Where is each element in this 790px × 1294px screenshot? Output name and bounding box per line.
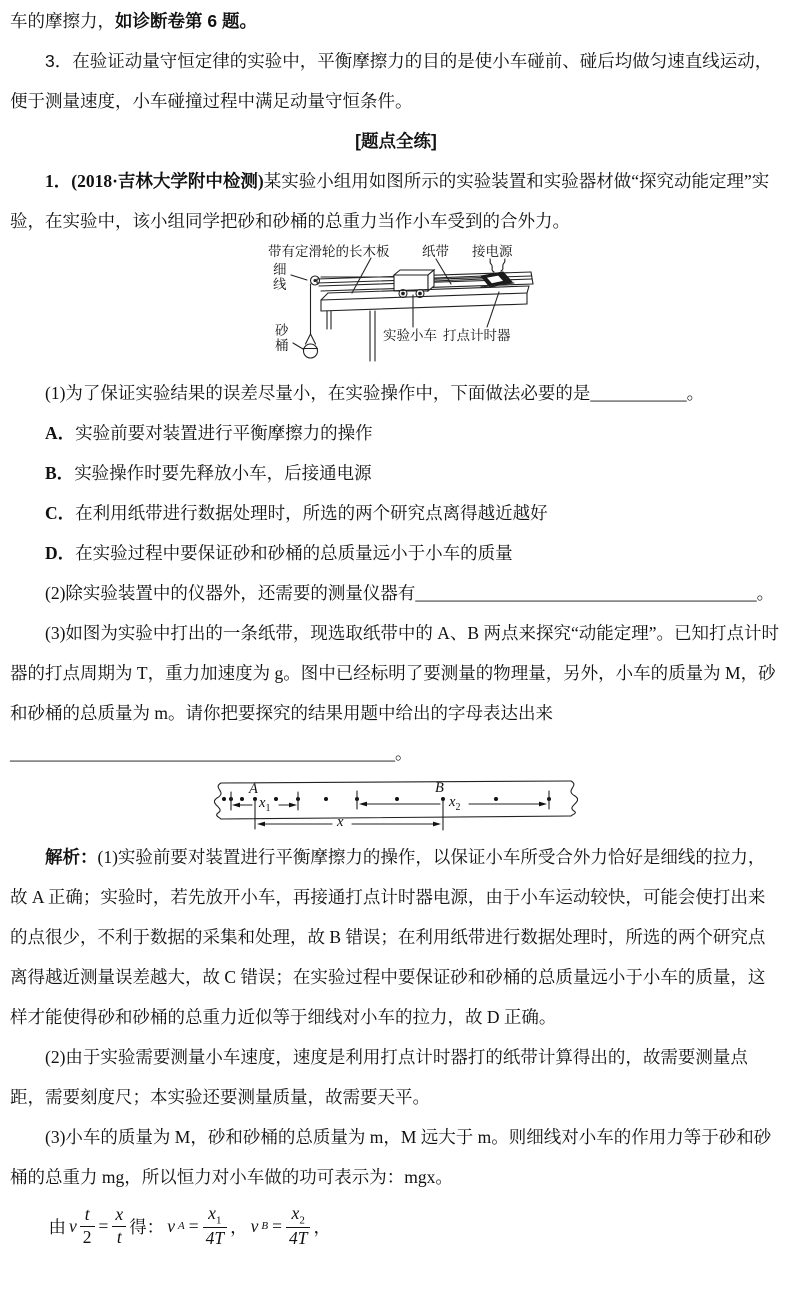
apparatus-label-bucket: 砂桶 — [275, 323, 289, 354]
apparatus-label-cart: 实验小车 — [383, 328, 437, 343]
tape-label-point-a: A — [249, 781, 258, 797]
solution-paragraph-1 — [10, 837, 782, 1037]
formula-frac-t2: $\frac{t}{2}$ — [80, 1205, 95, 1247]
apparatus-figure — [231, 244, 561, 373]
intro-paragraph — [10, 1, 782, 41]
question-number: 1． — [45, 171, 72, 191]
sub-question-3-blank: ____________________________________________。 — [10, 743, 413, 763]
tape-label-x2: $x_2$ — [449, 794, 461, 813]
option-c-label: C． — [45, 503, 76, 523]
formula-frac-x1-4t: $\frac{x_1}{4T}$ — [203, 1204, 227, 1249]
question-source: (2018·吉林大学附中检测) — [71, 171, 264, 191]
option-b-text: 实验操作时要先释放小车，后接通电源 — [74, 463, 372, 483]
point3-paragraph: 3．在验证动量守恒定律的实验中，平衡摩擦力的目的是使小车碰前、碰后均做匀速直线运动，便于测量速度，小车碰撞过程中满足动量守恒条件。 — [10, 51, 773, 111]
sub-question-1: (1)为了保证实验结果的误差尽量小，在实验操作中，下面做法必要的是___________。 — [45, 383, 705, 403]
intro-reference-bold: 如诊断卷第 6 题。 — [115, 11, 257, 31]
question-stem — [10, 161, 782, 241]
solution-text-1: (1)实验前要对装置进行平衡摩擦力的操作，以保证小车所受合外力恰好是细线的拉力，故 A 正确；实验时，若先放开小车，再接通打点计时器电源，由于小车运动较快，可能会使打出来的点很少，不利于数据的采集和处理，故 B 错误；在利用纸带进行数据处理时，所选的两个研究点离得越近测量误差越大，故 C 错误；在实验过程中要保证砂和砂桶的总质量远小于小车的质量，这样才能使得砂和砂桶的总重力近似等于细线对小车的拉力，故 D 正确。 — [10, 847, 766, 1027]
formula-equals-3: = — [272, 1215, 282, 1236]
sub-question-2: (2)除实验装置中的仪器外，还需要的测量仪器有_______________________________________。 — [45, 583, 775, 603]
option-d-text: 在实验过程中要保证砂和砂桶的总质量远小于小车的质量 — [75, 543, 513, 563]
formula-vb-sub: B — [261, 1220, 269, 1232]
option-a-label: A． — [45, 423, 76, 443]
formula-lead: 由 — [48, 1216, 66, 1237]
formula-equals-1: = — [98, 1215, 109, 1236]
sub-question-3-text: (3)如图为实验中打出的一条纸带，现选取纸带中的 A、B 两点来探究“动能定理”。已知打点计时器的打点周期为 T，重力加速度为 g。图中已经标明了要测量的物理量，另外，小车的质量为 M，砂和砂桶的总质量为 m。请你把要探究的结果用题中给出的字母表达出来 — [10, 623, 779, 723]
formula-va-sub: A — [177, 1220, 185, 1232]
formula-vb: v — [250, 1215, 259, 1236]
apparatus-label-string: 细线 — [273, 262, 287, 293]
intro-text: 车的摩擦力， — [10, 11, 115, 31]
formula-derive: 得： — [129, 1216, 165, 1237]
formula-equals-2: = — [188, 1215, 199, 1236]
option-b-label: B． — [45, 463, 75, 483]
tape-label-point-b: B — [435, 780, 444, 796]
apparatus-label-timer: 打点计时器 — [443, 328, 511, 343]
formula-frac-x2-4t: $\frac{x_2}{4T}$ — [286, 1204, 310, 1249]
solution-label: 解析： — [45, 847, 98, 867]
formula-va: v — [167, 1215, 175, 1236]
apparatus-label-tape: 纸带 — [422, 244, 449, 259]
solution-formula — [49, 1197, 783, 1255]
tape-label-x1: $x_1$ — [259, 795, 271, 814]
question-stem-text: 某实验小组用如图所示的实验装置和实验器材做“探究动能定理”实验，在实验中，该小组同学把砂和砂桶的总重力当作小车受到的合外力。 — [10, 171, 770, 231]
option-a-text: 实验前要对装置进行平衡摩擦力的操作 — [75, 423, 373, 443]
formula-comma-2: ， — [313, 1216, 331, 1237]
option-a — [10, 413, 782, 453]
option-c-text: 在利用纸带进行数据处理时，所选的两个研究点离得越近越好 — [75, 503, 548, 523]
sub-question-3 — [10, 613, 782, 773]
section-header: [题点全练] — [355, 131, 437, 151]
formula-v: v — [69, 1215, 77, 1236]
option-d-label: D． — [45, 543, 76, 563]
apparatus-label-power: 接电源 — [472, 244, 513, 259]
tape-label-x-total: x — [337, 814, 344, 830]
apparatus-label-board: 带有定滑轮的长木板 — [268, 244, 390, 259]
option-c — [10, 493, 782, 533]
solution-paragraph-2: (2)由于实验需要测量小车速度，速度是利用打点计时器打的纸带计算得出的，故需要测量点距，需要刻度尺；本实验还要测量质量，故需要天平。 — [10, 1047, 748, 1107]
solution-paragraph-3: (3)小车的质量为 M，砂和砂桶的总质量为 m，M 远大于 m。则细线对小车的作用力等于砂和砂桶的总重力 mg，所以恒力对小车做的功可表示为：mgx。 — [10, 1127, 772, 1187]
formula-frac-xt: $\frac{x}{t}$ — [112, 1205, 126, 1247]
formula-comma-1: ， — [230, 1216, 248, 1237]
option-b — [10, 453, 782, 493]
tape-figure — [206, 779, 586, 837]
option-d — [10, 533, 782, 573]
